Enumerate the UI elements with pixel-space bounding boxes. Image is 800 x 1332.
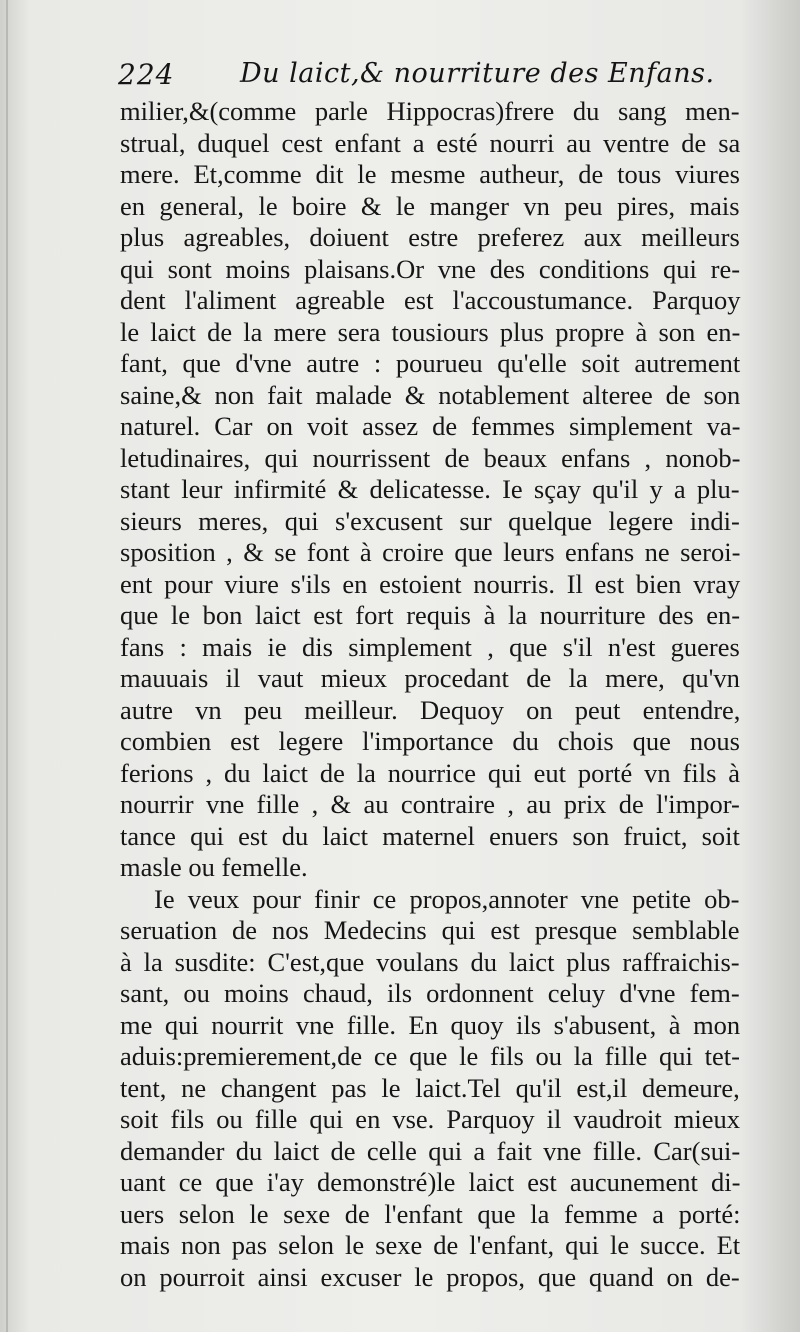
text-line: fans : mais ie dis simplement , que s'il n'est gueres [120,631,740,662]
text-line: combien est legere l'importance du chois que nous [120,726,740,756]
text-line: saine,& non fait malade & notablement alteree de son [120,379,741,410]
text-line: masle ou femelle. [120,852,308,882]
text-line: sant, ou moins chaud, ils ordonnent celuy d'vne fem- [120,978,740,1008]
text-line: le laict de la mere sera tousiours plus propre à son en- [120,316,741,347]
text-line: on pourroit ainsi excuser le propos, que quand on de- [120,1261,740,1292]
text-line: milier,&(comme parle Hippocras)frere du sang men- [120,96,740,126]
text-line: plus agreables, doiuent estre preferez aux meilleurs [120,222,740,252]
text-line: mere. Et,comme dit le mesme autheur, de tous viures [120,159,740,189]
body-text [120,96,740,1293]
text-line: mauuais il vaut mieux procedant de la mere, qu'vn [120,663,740,693]
text-line: me qui nourrit vne fille. En quoy ils s'abusent, à mon [120,1009,741,1040]
page-header [118,52,738,92]
text-line: naturel. Car on voit assez de femmes simplement va- [120,411,741,441]
text-line: ferions , du laict de la nourrice qui eut porté vn fils à [120,757,741,788]
page-gutter-edge [6,0,8,1332]
text-line: Ie veux pour finir ce propos,annoter vne petite ob- [154,883,740,914]
text-line: uers selon le sexe de l'enfant que la femme a porté: [120,1198,741,1229]
text-line: strual, duquel cest enfant a esté nourri au ventre de sa [120,127,741,158]
text-line: qui sont moins plaisans.Or vne des conditions qui re- [120,253,741,284]
text-line: tance qui est du laict maternel enuers son fruict, soit [120,820,740,851]
text-line: ent pour viure s'ils en estoient nourris. Il est bien vray [120,568,741,599]
text-line: tent, ne changent pas le laict.Tel qu'il est,il demeure, [120,1072,740,1103]
text-line: sposition , & se font à croire que leurs enfans ne seroi- [120,537,741,567]
text-line: letudinaires, qui nourrissent de beaux enfans , nonob- [120,442,741,473]
text-line: mais non pas selon le sexe de l'enfant, qui le succe. Et [120,1230,741,1260]
text-line: dent l'aliment agreable est l'accoustumance. Parquoy [120,285,741,315]
text-line: autre vn peu meilleur. Dequoy on peut entendre, [120,694,741,725]
text-line: à la susdite: C'est,que voulans du laict plus raffraichis- [120,946,740,977]
page-number: 224 [118,58,175,91]
text-line: seruation de nos Medecins qui est presque semblable [120,915,740,945]
text-line: demander du laict de celle qui a fait vne fille. Car(sui- [120,1135,741,1166]
text-line: que le bon laict est fort requis à la nourriture des en- [120,600,741,630]
text-line: fant, que d'vne autre : pourueu qu'elle soit autrement [120,348,741,378]
running-title: Du laict,& nourriture des Enfans. [240,58,715,89]
text-line: nourrir vne fille , & au contraire , au prix de l'impor- [120,789,740,819]
text-line: soit fils ou fille qui en vse. Parquoy il vaudroit mieux [120,1104,740,1134]
text-line: aduis:premierement,de ce que le fils ou la fille qui tet- [120,1041,740,1071]
text-line: stant leur infirmité & delicatesse. Ie sçay qu'il y a plu- [120,474,740,504]
text-line: sieurs meres, qui s'excusent sur quelque legere indi- [120,505,740,536]
text-line: en general, le boire & le manger vn peu pires, mais [120,190,740,221]
text-line: uant ce que i'ay demonstré)le laict est aucunement di- [120,1167,741,1197]
